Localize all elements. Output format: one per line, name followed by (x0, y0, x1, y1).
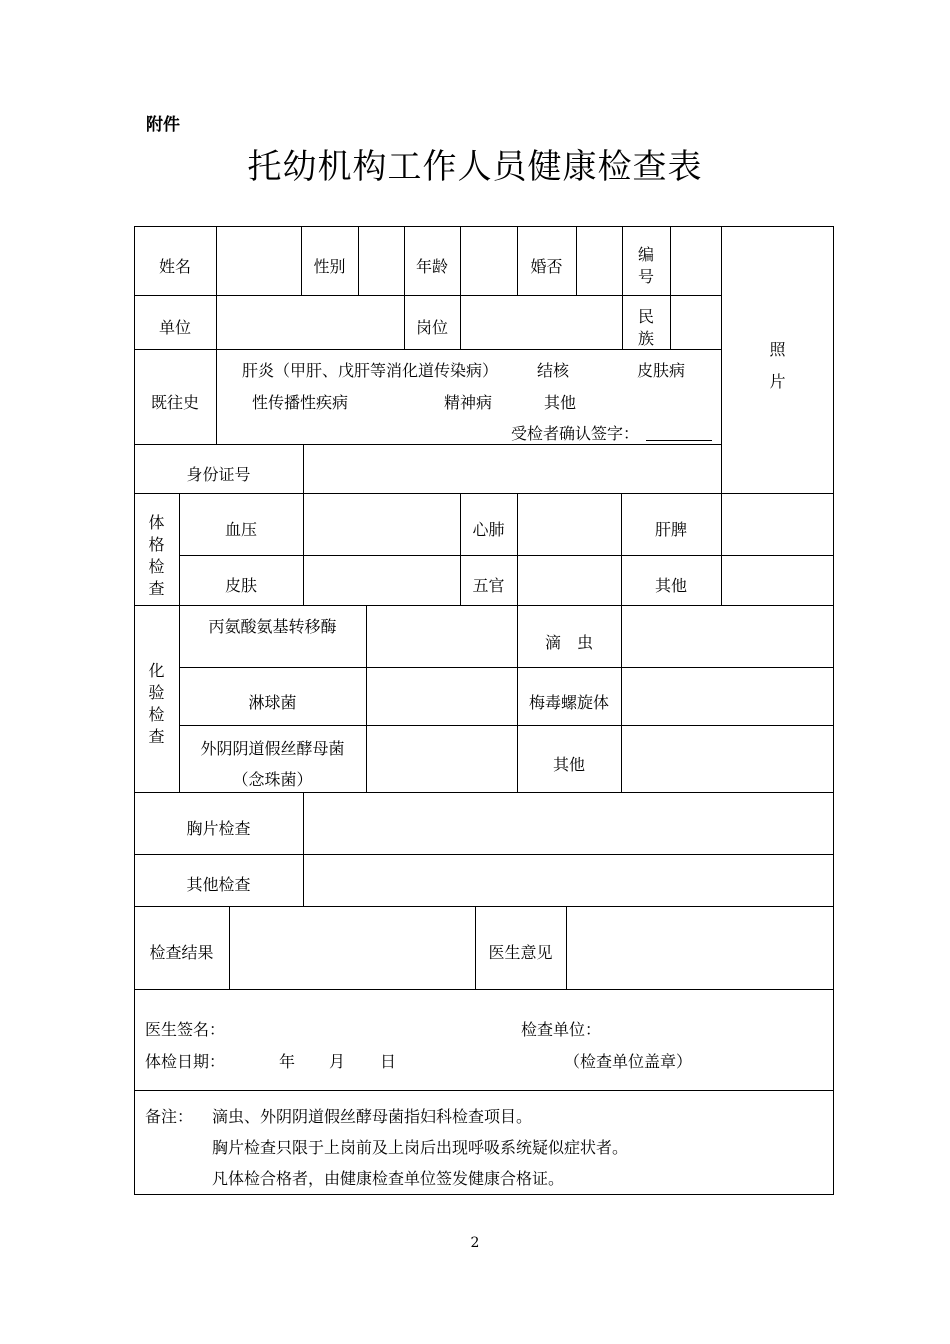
physical-other-field[interactable] (722, 556, 833, 605)
note-line: 凡体检合格者，由健康检查单位签发健康合格证。 (212, 1169, 565, 1188)
other-exam-field[interactable] (304, 855, 833, 906)
physical-exam-label: 体 (148, 513, 165, 532)
gonococcus-label: 淋球菌 (248, 693, 297, 712)
examinee-signature-line[interactable] (646, 440, 712, 441)
history-option-mental[interactable]: 精神病 (444, 393, 493, 412)
history-label: 既往史 (150, 393, 199, 412)
marital-label: 婚否 (530, 257, 563, 276)
blood-pressure-label: 血压 (224, 520, 257, 539)
ethnic-label: 族 (637, 329, 654, 348)
serial-field[interactable] (671, 227, 721, 295)
rule (134, 989, 834, 990)
photo-label: 照 (769, 340, 786, 359)
physical-exam-label: 检 (148, 557, 165, 576)
heart-lung-label: 心肺 (472, 520, 505, 539)
blood-pressure-field[interactable] (304, 494, 460, 555)
note-line: 滴虫、外阴阴道假丝酵母菌指妇科检查项目。 (212, 1107, 533, 1126)
ethnic-label: 民 (637, 307, 654, 326)
unit-field[interactable] (217, 296, 404, 349)
attachment-label: 附件 (146, 115, 180, 135)
liver-spleen-label: 肝脾 (654, 520, 687, 539)
lab-other-label: 其他 (552, 755, 585, 774)
history-option-other[interactable]: 其他 (544, 393, 577, 412)
lab-exam-label: 检 (148, 705, 165, 724)
gonococcus-field[interactable] (367, 668, 517, 725)
alt-label: 丙氨酸氨基转移酶 (208, 617, 337, 636)
skin-field[interactable] (304, 556, 460, 605)
other-exam-label: 其他检查 (186, 875, 251, 894)
exam-result-field[interactable] (230, 907, 475, 989)
history-option-std[interactable]: 性传播性疾病 (252, 393, 349, 412)
history-option-tuberculosis[interactable]: 结核 (537, 361, 570, 380)
year-label: 年 (279, 1052, 296, 1071)
candida-label: （念珠菌） (232, 770, 313, 789)
post-label: 岗位 (415, 318, 448, 337)
gender-field[interactable] (359, 227, 404, 295)
id-number-label: 身份证号 (186, 465, 251, 484)
marital-field[interactable] (577, 227, 622, 295)
trichomonas-field[interactable] (622, 606, 833, 667)
note-line: 胸片检查只限于上岗前及上岗后出现呼吸系统疑似症状者。 (212, 1138, 629, 1157)
facial-features-label: 五官 (472, 576, 505, 595)
rule (134, 1090, 834, 1091)
examinee-signature-label: 受检者确认签字： (511, 424, 640, 443)
doctor-signature-label: 医生签名： (145, 1020, 226, 1039)
lab-exam-label: 验 (148, 683, 165, 702)
ethnic-field[interactable] (671, 296, 721, 349)
border-right (833, 226, 834, 1195)
lab-exam-label: 查 (148, 727, 165, 746)
facial-features-field[interactable] (518, 556, 621, 605)
history-option-skin-disease[interactable]: 皮肤病 (637, 361, 686, 380)
rule (134, 349, 721, 350)
trichomonas-label: 滴 虫 (544, 633, 593, 652)
candida-label: 外阴阴道假丝酵母菌 (200, 739, 345, 758)
photo-label: 片 (769, 372, 786, 391)
id-number-field[interactable] (304, 445, 721, 493)
lab-exam-label: 化 (148, 661, 165, 680)
exam-unit-label: 检查单位： (521, 1020, 602, 1039)
alt-field[interactable] (367, 606, 517, 667)
chest-xray-label: 胸片检查 (186, 819, 251, 838)
heart-lung-field[interactable] (518, 494, 621, 555)
name-label: 姓名 (158, 257, 191, 276)
serial-label: 编 (637, 245, 654, 264)
physical-other-label: 其他 (654, 576, 687, 595)
age-label: 年龄 (415, 257, 448, 276)
day-label: 日 (380, 1052, 397, 1071)
month-label: 月 (329, 1052, 346, 1071)
doctor-opinion-label: 医生意见 (488, 943, 553, 962)
page-number: 2 (470, 1235, 480, 1251)
stamp-label: （检查单位盖章） (564, 1052, 693, 1071)
lab-other-field[interactable] (622, 726, 833, 792)
physical-exam-label: 格 (148, 535, 165, 554)
exam-result-label: 检查结果 (149, 943, 214, 962)
age-field[interactable] (461, 227, 517, 295)
border-bottom (134, 1194, 834, 1195)
post-field[interactable] (461, 296, 622, 349)
name-field[interactable] (217, 227, 301, 295)
physical-exam-label: 查 (148, 579, 165, 598)
gender-label: 性别 (313, 257, 346, 276)
chest-xray-field[interactable] (304, 793, 833, 854)
serial-label: 号 (637, 267, 654, 286)
doctor-opinion-field[interactable] (567, 907, 833, 989)
liver-spleen-field[interactable] (722, 494, 833, 555)
history-option-hepatitis[interactable]: 肝炎（甲肝、戊肝等消化道传染病） (242, 361, 499, 380)
exam-date-label: 体检日期： (145, 1052, 226, 1071)
form-title: 托幼机构工作人员健康检查表 (247, 147, 703, 187)
notes-label: 备注： (145, 1107, 194, 1126)
unit-label: 单位 (158, 318, 191, 337)
skin-label: 皮肤 (224, 576, 257, 595)
candida-field[interactable] (367, 726, 517, 792)
treponema-field[interactable] (622, 668, 833, 725)
treponema-label: 梅毒螺旋体 (528, 693, 609, 712)
